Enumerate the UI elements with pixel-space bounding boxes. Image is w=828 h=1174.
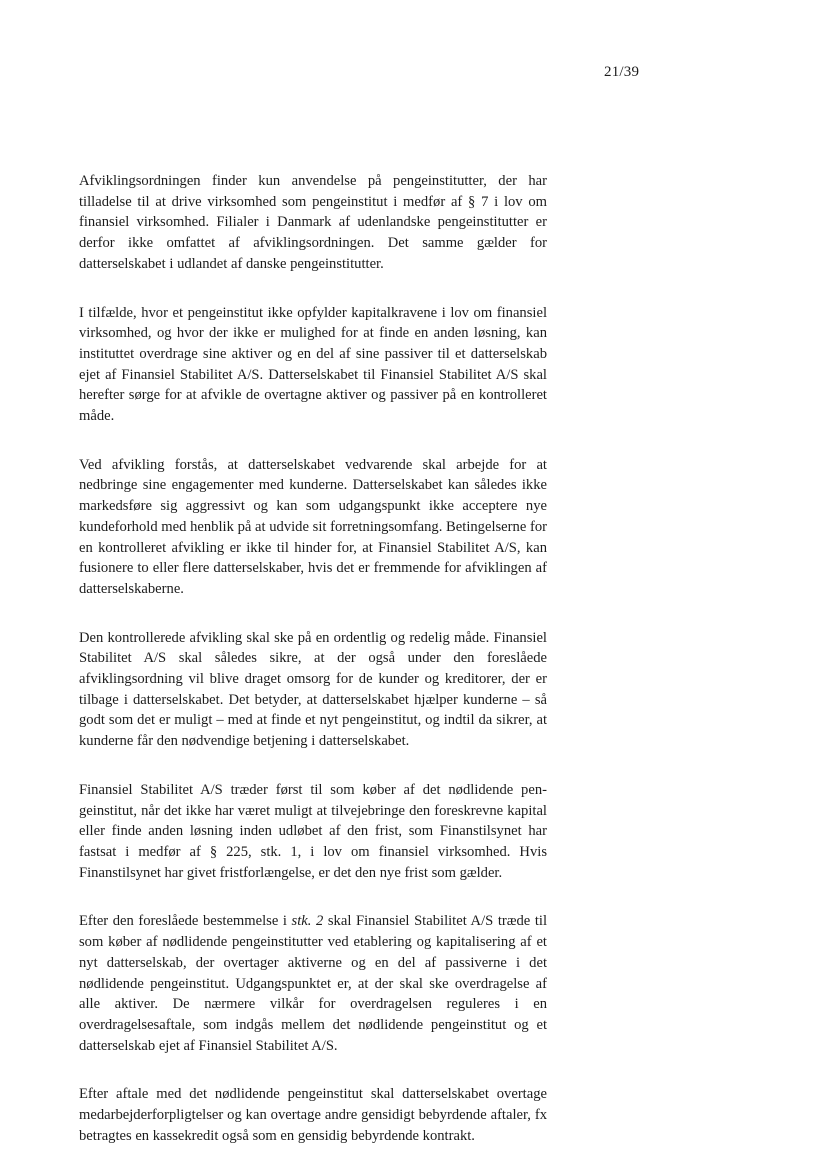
paragraph-transfer: I tilfælde, hvor et pengeinstitut ikke opfylder kapitalkravene i lov om finansiel virksomhed, og hvor der ikke er mulighed for at finde en anden løsning, kan instituttet overdrage sine aktiver og en del af sine passiver til et datterselskab ejet af Finansiel Stabilitet A/S. Datterselskabet til Finansiel Stabilitet A/S skal herefter sørge for at afvikle de overtagne aktiver og passiver på en kontrolleret måde. — [79, 304, 547, 425]
paragraph-stk2-after: skal Finansiel Stabilitet A/S træde til som køber af nødlidende pengeinstitutter ved etablering og kapitalisering af et nyt datterselskab, der overtager aktiverne og en del af passiverne i det nødlidende pengeinstitut. Udgangspunktet er, at der skal ske overdragelse af alle aktiver. De nærmere vilkår for overdragelsen reguleres i en overdragelsesaftale, som indgås mellem det nødlidende pengeinstitut og et datterselskab ejet af Finansiel Stabilitet A/S. — [79, 913, 547, 1054]
paragraph-controlled-winding-up: Den kontrollerede afvikling skal ske på en ordentlig og redelig måde. Finansiel Stabilitet A/S skal således sikre, at der også under den foreslåede afviklingsordning vil blive draget omsorg for de kunder og kreditorer, der er tilbage i datterselskabet. Det betyder, at datterselskabet hjælper kunderne – så godt som det er muligt – med at finde et nyt pengeinstitut, og indtil da sikrer, at kunderne får den nødvendige betjening i datterselskabet. — [79, 629, 547, 750]
paragraph-stk2 — [79, 911, 547, 1056]
page-number: 21/39 — [604, 64, 640, 80]
paragraph-scope: Afviklingsordningen finder kun anvendelse på pengeinstitutter, der har tilladelse til at drive virksomhed som pengeinstitut i medfør af § 7 i lov om finansiel virksomhed. Filialer i Danmark af udenlandske pengeinstitutter er derfor ikke omfattet af afviklingsordningen. Det samme gælder for datterselskabet i udlandet af danske pengeinstitutter. — [79, 173, 547, 272]
paragraph-winding-up: Ved afvikling forstås, at datterselskabet vedvarende skal arbejde for at nedbringe sine engagementer med kunderne. Datterselskabet kan således ikke markedsføre sig aggressivt og kan som udgangspunkt ikke acceptere nye kundeforhold med henblik på at udvide sit forretningsomfang. Betingelserne for en kontrolleret afvikling er ikke til hinder for, at Finansiel Stabilitet A/S, kan fusionere to eller flere datterselskaber, hvis det er fremmende for afviklingen af datterselskaberne. — [79, 456, 547, 597]
document-body — [79, 171, 547, 1174]
paragraph-buyer-timing: Finansiel Stabilitet A/S træder først til som køber af det nødlidende pengeinstitut, når det ikke har været muligt at tilvejebringe den foreskrevne kapital eller finde anden løsning inden udløbet af den frist, som Finanstilsynet har fastsat i medfør af § 225, stk. 1, i lov om finansiel virksomhed. Hvis Finanstilsynet har givet fristforlængelse, er det den nye frist som gælder. — [79, 781, 547, 881]
paragraph-stk2-before: Efter den foreslåede bestemmelse i — [79, 913, 292, 930]
paragraph-stk2-italic: stk. 2 — [291, 913, 324, 930]
paragraph-agreements: Efter aftale med det nødlidende pengeinstitut skal datterselskabet overtage medarbejderforpligtelser og kan overtage andre gensidigt bebyrdende aftaler, fx betragtes en kassekredit også som en gensidig bebyrdende kontrakt. — [79, 1086, 547, 1144]
